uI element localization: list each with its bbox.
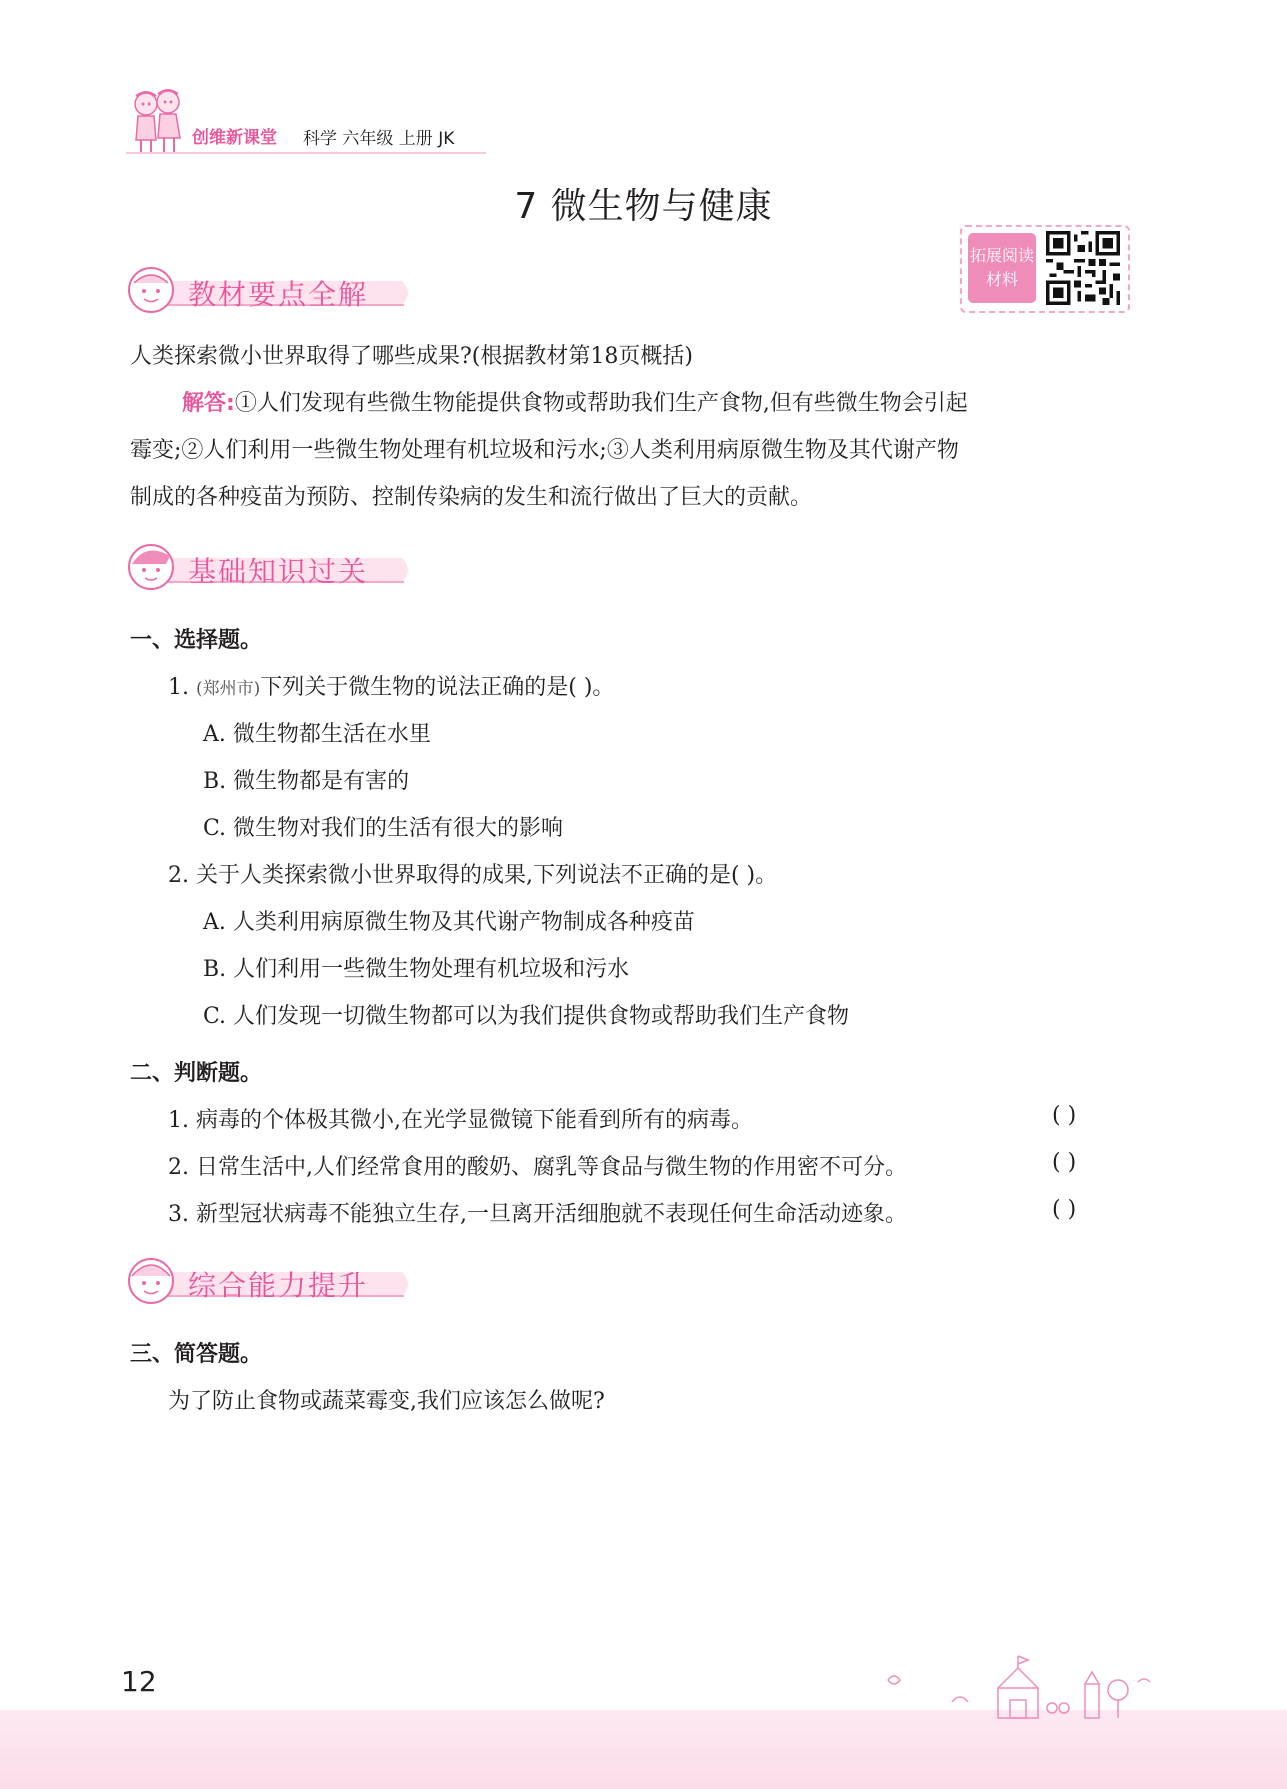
header-brand: 创维新课堂	[192, 128, 277, 148]
answer-text-line1: ①人们发现有些微生物能提供食物或帮助我们生产食物,但有些微生物会引起	[234, 391, 968, 416]
header-divider	[126, 152, 486, 154]
mascot-face-icon	[126, 1256, 176, 1306]
question-1-option-a[interactable]: A. 微生物都生活在水里	[203, 722, 431, 747]
extended-reading-qr-box[interactable]	[960, 225, 1130, 313]
section-title: 教材要点全解	[188, 278, 369, 311]
judgement-answer-blank-3[interactable]: ( )	[1052, 1197, 1077, 1222]
section-title: 综合能力提升	[188, 1269, 369, 1302]
qr-label-line1: 拓展阅读	[969, 246, 1034, 265]
key-point-question: 人类探索微小世界取得了哪些成果?(根据教材第18页概括)	[130, 344, 693, 369]
section-banner-key-points	[126, 263, 416, 319]
part3-heading: 三、简答题。	[130, 1342, 263, 1367]
header-book-info: 科学 六年级 上册 JK	[303, 129, 455, 149]
key-point-answer-line2: 霉变;②人们利用一些微生物处理有机垃圾和污水;③人类利用病原微生物及其代谢产物	[130, 438, 959, 463]
short-answer-question: 为了防止食物或蔬菜霉变,我们应该怎么做呢?	[168, 1389, 605, 1414]
question-1-number: 1.	[168, 675, 196, 700]
question-1-source: (郑州市)	[195, 679, 261, 699]
judgement-item-2: 2. 日常生活中,人们经常食用的酸奶、腐乳等食品与微生物的作用密不可分。	[168, 1155, 907, 1180]
question-2-option-c[interactable]: C. 人们发现一切微生物都可以为我们提供食物或帮助我们生产食物	[203, 1004, 850, 1029]
question-1-option-c[interactable]: C. 微生物对我们的生活有很大的影响	[203, 816, 564, 841]
question-2-option-b[interactable]: B. 人们利用一些微生物处理有机垃圾和污水	[203, 957, 630, 982]
question-1	[168, 670, 614, 701]
page-number: 12	[121, 1665, 157, 1698]
footer-castle-illustration-icon	[880, 1650, 1170, 1720]
answer-label: 解答:	[182, 391, 235, 416]
section-banner-basic-knowledge	[126, 540, 416, 596]
lesson-title: 7 微生物与健康	[514, 186, 773, 227]
question-1-option-b[interactable]: B. 微生物都是有害的	[203, 769, 410, 794]
judgement-answer-blank-1[interactable]: ( )	[1052, 1103, 1077, 1128]
qr-code-icon[interactable]	[1046, 231, 1120, 305]
header-kids-illustration-icon	[126, 88, 190, 156]
judgement-answer-blank-2[interactable]: ( )	[1052, 1150, 1077, 1175]
question-2-option-a[interactable]: A. 人类利用病原微生物及其代谢产物制成各种疫苗	[203, 910, 695, 935]
key-point-answer-line3: 制成的各种疫苗为预防、控制传染病的发生和流行做出了巨大的贡献。	[130, 485, 813, 510]
question-1-text: 下列关于微生物的说法正确的是( )。	[260, 675, 615, 700]
question-2: 2. 关于人类探索微小世界取得的成果,下列说法不正确的是( )。	[168, 863, 778, 888]
judgement-item-3: 3. 新型冠状病毒不能独立生存,一旦离开活细胞就不表现任何生命活动迹象。	[168, 1202, 907, 1227]
footer-band	[0, 1710, 1287, 1789]
key-point-answer-line1	[182, 386, 968, 417]
mascot-face-icon	[126, 542, 176, 592]
extended-reading-label	[968, 233, 1036, 303]
mascot-face-icon	[126, 265, 176, 315]
part1-heading: 一、选择题。	[130, 628, 263, 653]
qr-label-line2: 材料	[985, 270, 1018, 289]
part2-heading: 二、判断题。	[130, 1061, 263, 1086]
judgement-item-1: 1. 病毒的个体极其微小,在光学显微镜下能看到所有的病毒。	[168, 1108, 753, 1133]
section-banner-comprehensive	[126, 1254, 416, 1310]
section-title: 基础知识过关	[188, 555, 369, 588]
